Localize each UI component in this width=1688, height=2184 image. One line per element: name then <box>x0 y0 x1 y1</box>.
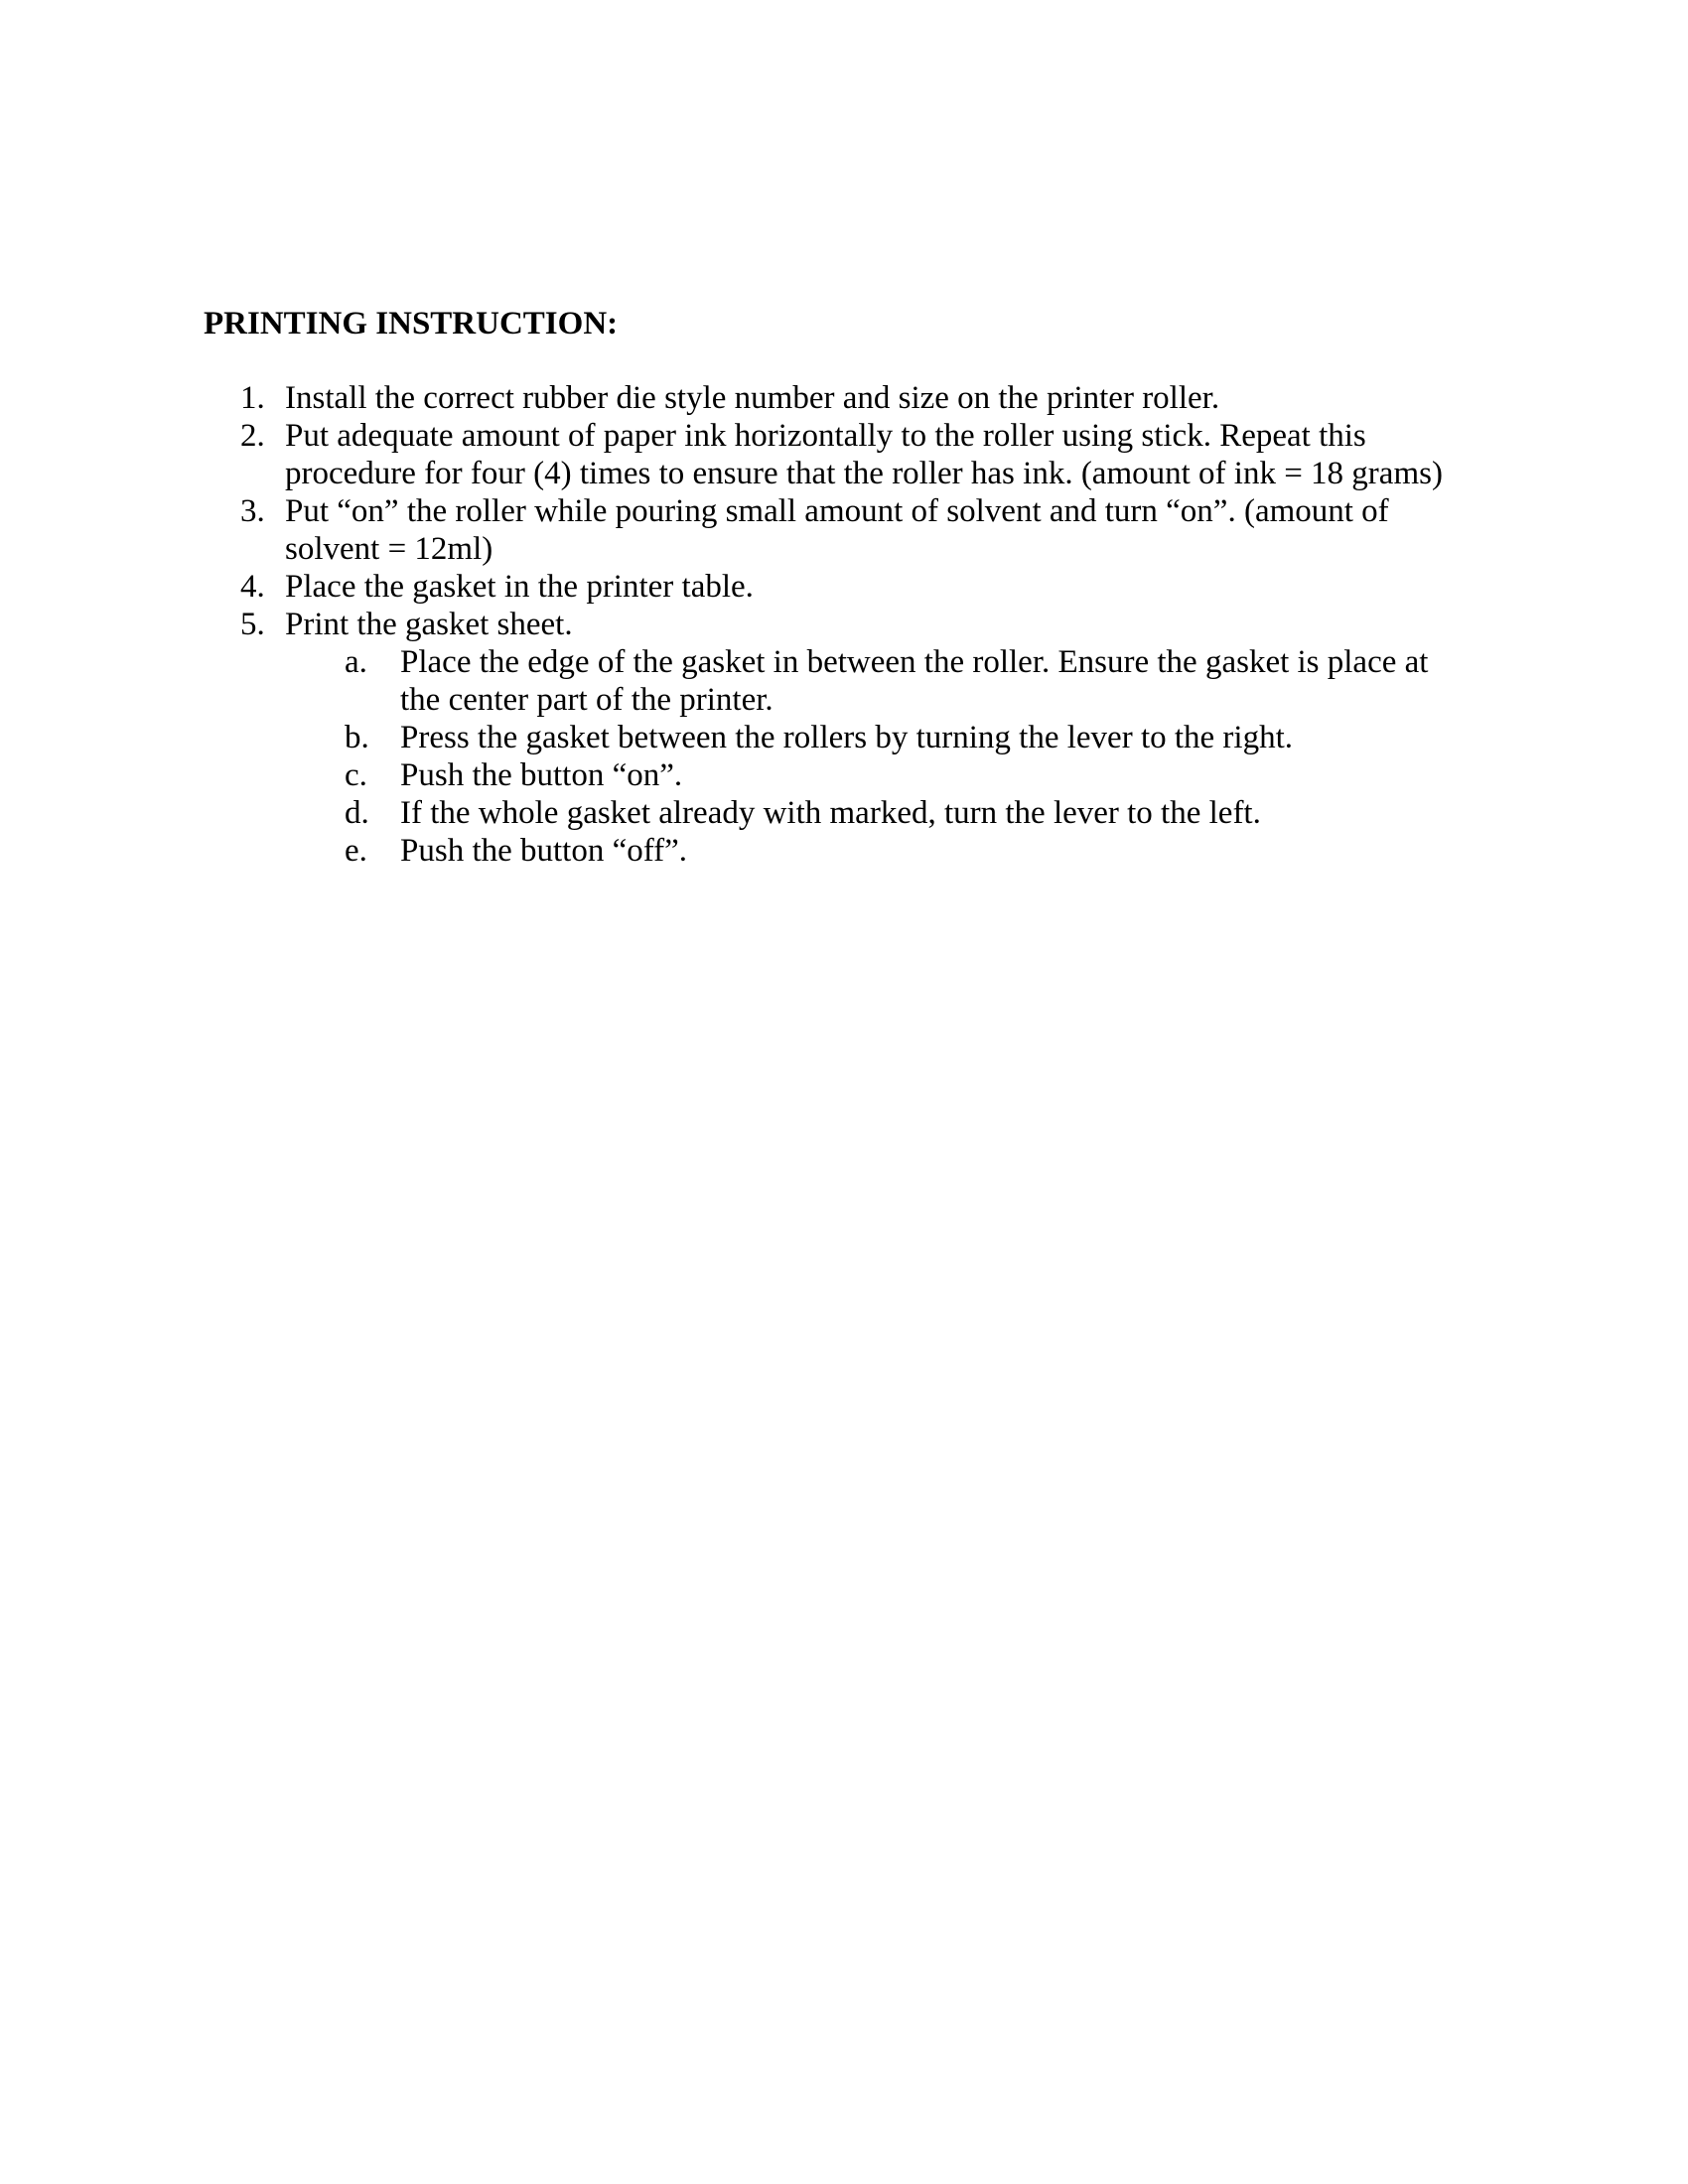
list-item <box>0 832 1688 870</box>
list-marker: 2. <box>240 418 265 454</box>
list-item-text <box>400 756 1688 794</box>
list-marker: 1. <box>240 380 265 416</box>
list-item-line: Push the button “on”. <box>400 757 683 793</box>
list-item-line: the center part of the printer. <box>400 682 774 718</box>
list-item-line: Put adequate amount of paper ink horizontally to the roller using stick. Repeat this <box>285 418 1366 454</box>
list-item-line: Press the gasket between the rollers by turning the lever to the right. <box>400 720 1294 755</box>
list-item <box>0 417 1688 492</box>
instruction-list <box>0 379 1688 870</box>
list-marker: 3. <box>240 493 265 529</box>
list-item-text <box>285 379 1688 417</box>
list-item-line: Put “on” the roller while pouring small amount of solvent and turn “on”. (amount of <box>285 493 1389 529</box>
list-marker: e. <box>345 833 367 869</box>
list-item-line: solvent = 12ml) <box>285 531 493 567</box>
list-item-line: Print the gasket sheet. <box>285 607 573 642</box>
list-item <box>0 568 1688 606</box>
list-item-line: Install the correct rubber die style number and size on the printer roller. <box>285 380 1220 416</box>
list-item <box>0 719 1688 756</box>
list-item-line: Place the edge of the gasket in between the roller. Ensure the gasket is place at <box>400 644 1429 680</box>
list-marker: 4. <box>240 569 265 605</box>
list-item-text <box>285 568 1688 606</box>
list-item-line: Push the button “off”. <box>400 833 688 869</box>
list-marker: d. <box>345 795 369 831</box>
list-item-text <box>400 719 1688 756</box>
list-item-text <box>285 606 1688 643</box>
list-item-text <box>400 832 1688 870</box>
list-item <box>0 606 1688 643</box>
list-marker: a. <box>345 644 367 680</box>
list-item <box>0 794 1688 832</box>
list-item-line: procedure for four (4) times to ensure that the roller has ink. (amount of ink = 18 grams) <box>285 456 1443 491</box>
list-item-text <box>400 794 1688 832</box>
list-marker: 5. <box>240 607 265 642</box>
list-item <box>0 379 1688 417</box>
list-marker: b. <box>345 720 369 755</box>
list-item <box>0 643 1688 719</box>
list-marker: c. <box>345 757 367 793</box>
list-item <box>0 492 1688 568</box>
list-item-line: If the whole gasket already with marked, turn the lever to the left. <box>400 795 1261 831</box>
list-item-text <box>285 417 1688 492</box>
list-item <box>0 756 1688 794</box>
list-item-text <box>400 643 1688 719</box>
page-title: PRINTING INSTRUCTION: <box>204 306 619 341</box>
list-item-text <box>285 492 1688 568</box>
list-item-line: Place the gasket in the printer table. <box>285 569 754 605</box>
